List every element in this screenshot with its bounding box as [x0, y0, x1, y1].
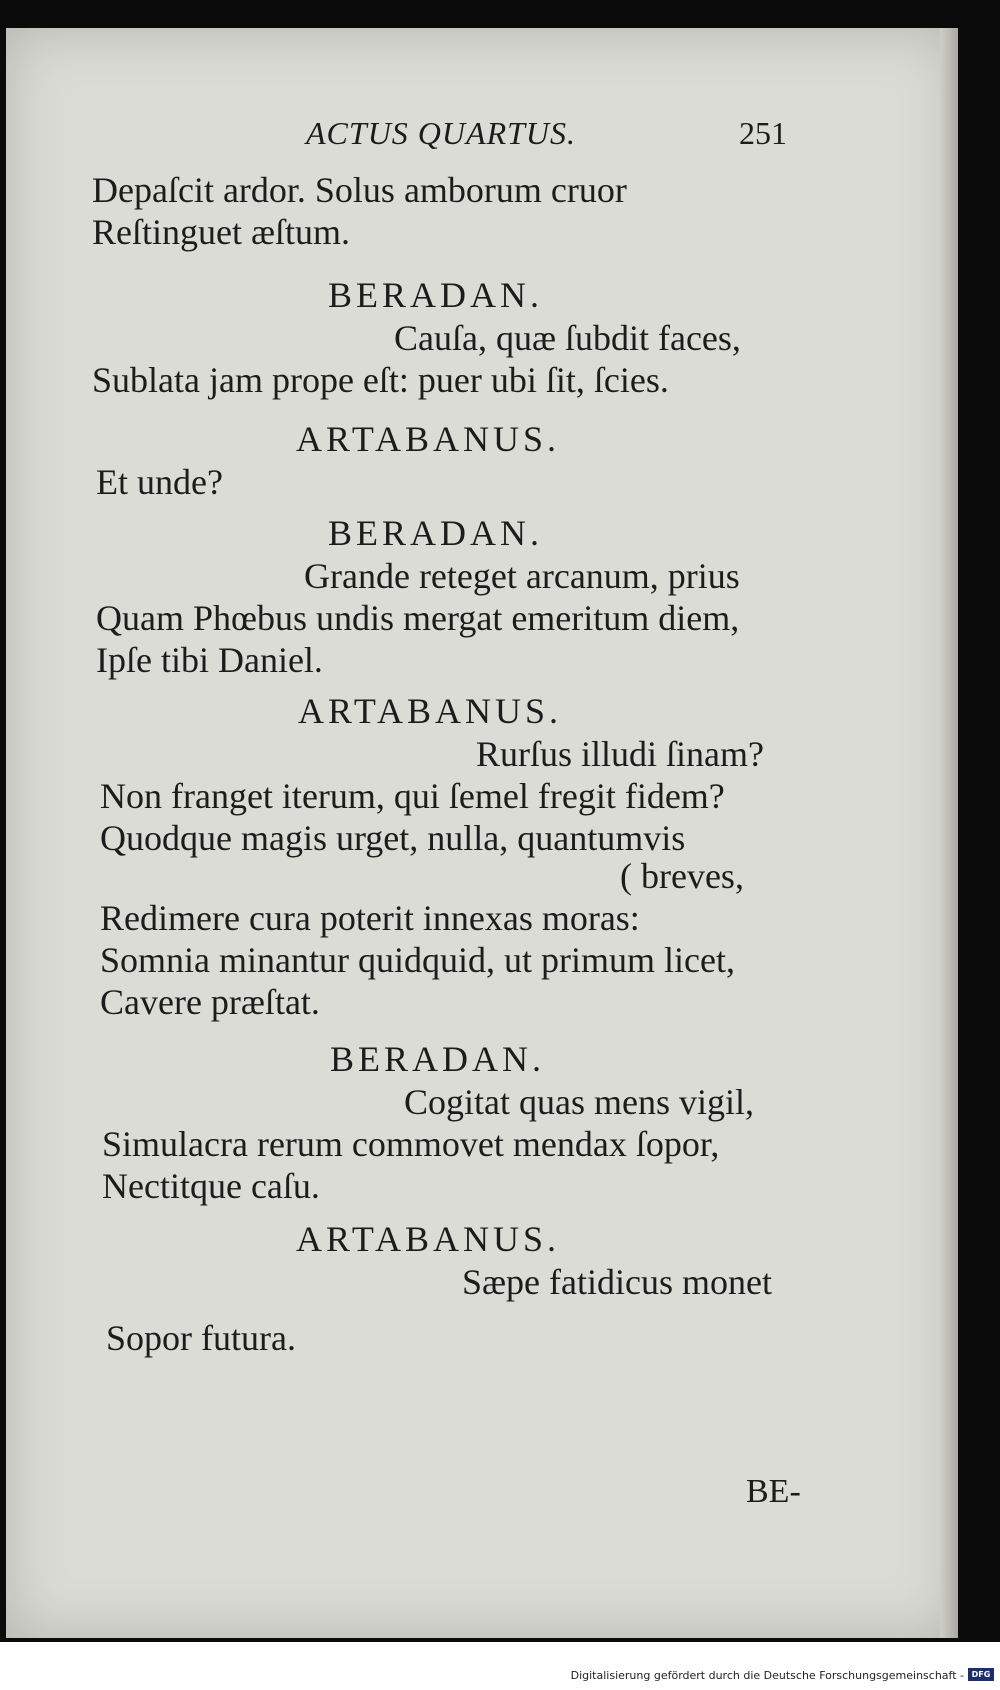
- page-edge: [940, 28, 958, 1638]
- text-line: Redimere cura poterit innexas moras:: [100, 898, 640, 938]
- text-line: Nectitque caſu.: [102, 1166, 320, 1206]
- speaker-heading: ARTABANUS.: [296, 1219, 560, 1259]
- text-line: Et unde?: [96, 462, 223, 502]
- page-number: 251: [739, 115, 787, 151]
- speaker-heading: ARTABANUS.: [296, 419, 560, 459]
- text-line: Ipſe tibi Daniel.: [96, 640, 323, 680]
- running-head: ACTUS QUARTUS.: [306, 115, 577, 151]
- text-line: Reſtinguet æſtum.: [92, 212, 350, 252]
- text-line: Cavere præſtat.: [100, 982, 320, 1022]
- text-line: Somnia minantur quidquid, ut primum licet,: [100, 940, 735, 980]
- text-line: Grande reteget arcanum, prius: [304, 556, 740, 596]
- text-line: Rurſus illudi ſinam?: [476, 734, 764, 774]
- text-line: Non franget iterum, qui ſemel fregit fidem?: [100, 776, 725, 816]
- book-page: [6, 28, 958, 1638]
- text-line: Simulacra rerum commovet mendax ſopor,: [102, 1124, 720, 1164]
- catchword: BE-: [746, 1473, 801, 1510]
- dfg-logo-icon: DFG: [968, 1668, 994, 1681]
- text-line: Sæpe fatidicus monet: [462, 1262, 772, 1302]
- text-line: ( breves,: [620, 856, 744, 896]
- text-line: Quodque magis urget, nulla, quantumvis: [100, 818, 686, 858]
- text-line: Sublata jam prope eſt: puer ubi ſit, ſcies.: [92, 360, 669, 400]
- speaker-heading: BERADAN.: [328, 513, 544, 553]
- footer-credit: Digitalisierung gefördert durch die Deutsche Forschungsgemeinschaft -: [570, 1669, 964, 1682]
- speaker-heading: ARTABANUS.: [298, 691, 562, 731]
- text-line: Sopor futura.: [106, 1318, 296, 1358]
- text-line: Quam Phœbus undis mergat emeritum diem,: [96, 598, 740, 638]
- speaker-heading: BERADAN.: [330, 1039, 546, 1079]
- text-line: Depaſcit ardor. Solus amborum cruor: [92, 170, 627, 210]
- text-line: Cogitat quas mens vigil,: [404, 1082, 754, 1122]
- text-line: Cauſa, quæ ſubdit faces,: [394, 318, 741, 358]
- speaker-heading: BERADAN.: [328, 275, 544, 315]
- footer-bar: [0, 1642, 1000, 1690]
